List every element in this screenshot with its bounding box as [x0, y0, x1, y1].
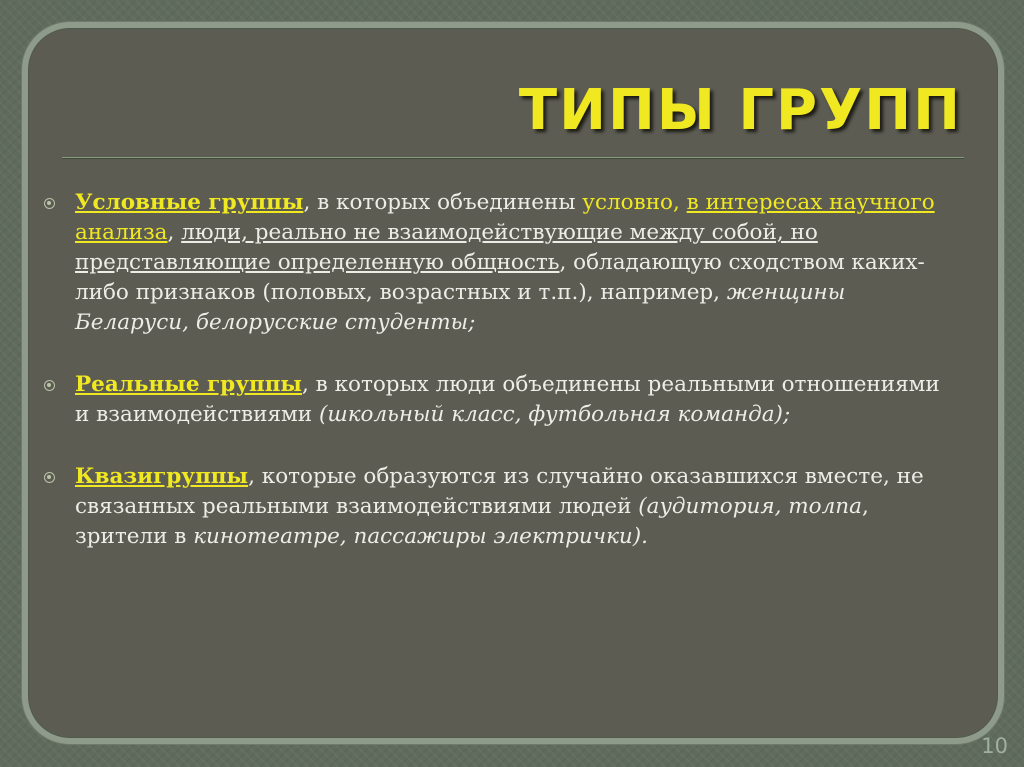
- example-text: женщины Беларуси, белорусские студенты;: [75, 280, 846, 335]
- item-text: , зрители в: [75, 494, 869, 549]
- item-text: , в которых объединены: [303, 190, 583, 215]
- term-conditional-groups: Условные группы: [75, 190, 304, 215]
- slide-number: 10: [981, 734, 1008, 758]
- slide-title: ТИПЫ ГРУПП: [518, 78, 962, 143]
- item-text: , обладающую сходством каких-либо признаков (половых, возрастных и т.п.), например,: [75, 250, 925, 305]
- bullet-icon: [44, 380, 55, 391]
- example-text: (школьный класс, футбольная команда);: [318, 402, 791, 427]
- underlined-text: люди, реально не взаимодействующие между собой, но представляющие определенную общность: [75, 220, 818, 275]
- item-text: , в которых люди объединены реальными отношениями и взаимодействиями: [75, 372, 940, 427]
- list-item-quasigroups: [44, 462, 949, 552]
- term-real-groups: Реальные группы: [75, 372, 302, 397]
- bullet-icon: [44, 198, 55, 209]
- item-text: ,: [167, 220, 182, 245]
- example-text: кинотеатре, пассажиры электрички).: [193, 524, 648, 549]
- term-quasigroups: Квазигруппы: [75, 464, 249, 489]
- example-text: (аудитория, толпа: [638, 494, 862, 519]
- list-item-conditional-groups: [44, 188, 949, 338]
- list-item-real-groups: [44, 370, 949, 430]
- title-divider: [62, 157, 964, 159]
- highlight-underlined-text: в интересах научного анализа: [75, 190, 935, 245]
- bullet-icon: [44, 472, 55, 483]
- highlight-text: условно,: [582, 190, 687, 215]
- slide-content: [44, 188, 949, 580]
- item-text: , которые образуются из случайно оказавшихся вместе, не связанных реальными взаимодействиями людей: [75, 464, 924, 519]
